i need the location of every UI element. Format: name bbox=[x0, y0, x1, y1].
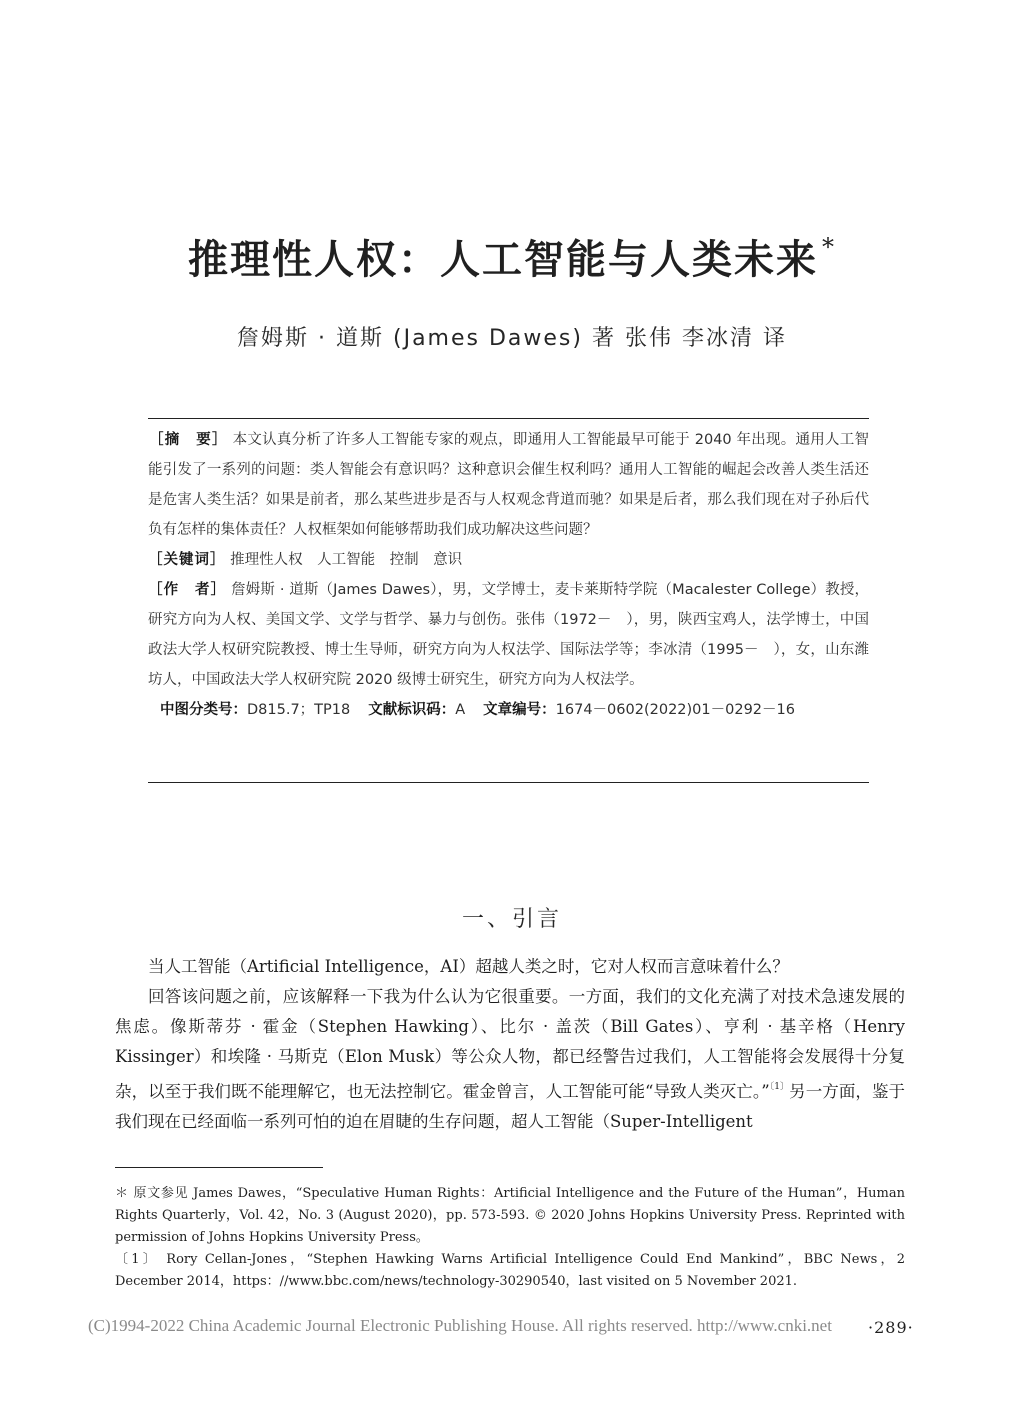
page-number: ·289· bbox=[868, 1318, 914, 1337]
clc-value: D815.7；TP18 bbox=[247, 702, 351, 718]
footnote-ref-1[interactable]: 〔1〕 bbox=[769, 1082, 790, 1092]
abstract-block bbox=[148, 425, 869, 725]
title-text: 推理性人权：人工智能与人类未来 bbox=[188, 236, 818, 283]
body-paragraph-2-text: 回答该问题之前，应该解释一下我为什么认为它很重要。一方面，我们的文化充满了对技术急速发展的焦虑。像斯蒂芬 · 霍金（Stephen Hawking）、比尔 · 盖茨（Bill Gates）、亨利 · 基辛格（Henry Kissinger）和埃隆 · 马斯克（Elon Musk）等公众人物，都已经警告过我们，人工智能将会发展得十分复杂，以至于我们既不能理解它，也无法控制它。霍金曾言，人工智能可能“导致人类灭亡。” bbox=[115, 987, 905, 1101]
author-byline: 詹姆斯 · 道斯 (James Dawes) 著 张伟 李冰清 译 bbox=[237, 326, 787, 351]
keywords-text: 推理性人权 人工智能 控制 意识 bbox=[230, 552, 463, 568]
footnote-rule bbox=[115, 1167, 323, 1168]
article-number-label: 文章编号： bbox=[483, 702, 556, 718]
copyright-text: (C)1994-2022 China Academic Journal Electronic Publishing House. All rights reserved. http://www.cnki.net bbox=[88, 1316, 832, 1335]
copyright-footer bbox=[88, 1316, 928, 1336]
body-paragraph-2-continued: 另一方面，鉴于我们现在已经面临一系列可怕的迫在眉睫的生存问题，超人工智能（Super-Intelligent bbox=[115, 1082, 906, 1131]
article-number-value: 1674－0602(2022)01－0292－16 bbox=[555, 702, 795, 718]
clc-label: 中图分类号： bbox=[160, 702, 247, 718]
doc-code-value: A bbox=[455, 702, 466, 718]
doc-code-label: 文献标识码： bbox=[368, 702, 456, 718]
body-text bbox=[115, 952, 905, 1137]
author-info-paragraph bbox=[148, 575, 869, 695]
footnote-1: 〔1〕 Rory Cellan-Jones，“Stephen Hawking Warns Artificial Intelligence Could End Mankind”，BBC News，2 December 2014，https：//www.bbc.com/news/technology-30290540，last visited on 5 November 2021. bbox=[115, 1252, 905, 1289]
abstract-paragraph bbox=[148, 425, 869, 545]
footnote-star: ＊ 原文参见 James Dawes，“Speculative Human Rights：Artificial Intelligence and the Future of the Human”，Human Rights Quarterly，Vol. 42，No. 3 (August 2020)，pp. 573-593. © 2020 Johns Hopkins University Press. Reprinted with permission of Johns Hopkins University Press。 bbox=[115, 1186, 905, 1245]
body-paragraph-2 bbox=[115, 982, 905, 1137]
abstract-text: 本文认真分析了许多人工智能专家的观点，即通用人工智能最早可能于 2040 年出现。通用人工智能引发了一系列的问题：类人智能会有意识吗？这种意识会催生权利吗？通用人工智能的崛起会改善人类生活还是危害人类生活？如果是前者，那么某些进步是否与人权观念背道而驰？如果是后者，那么我们现在对子孙后代负有怎样的集体责任？人权框架如何能够帮助我们成功解决这些问题？ bbox=[148, 432, 870, 538]
classification-line bbox=[148, 695, 869, 725]
abstract-tag: ［摘 要］ bbox=[149, 432, 228, 448]
keywords-paragraph bbox=[148, 545, 869, 575]
title-footnote-mark: * bbox=[822, 233, 836, 261]
article-title bbox=[0, 228, 1024, 285]
body-paragraph-1: 当人工智能（Artificial Intelligence，AI）超越人类之时，它对人权而言意味着什么？ bbox=[148, 957, 789, 976]
section-heading: 一、引言 bbox=[461, 907, 562, 932]
keywords-tag: ［关键词］ bbox=[148, 552, 226, 568]
abstract-bottom-rule bbox=[148, 782, 869, 783]
footnotes bbox=[115, 1183, 905, 1293]
abstract-top-rule bbox=[148, 418, 869, 419]
author-info-text: 詹姆斯 · 道斯（James Dawes），男，文学博士，麦卡莱斯特学院（Macalester College）教授，研究方向为人权、美国文学、文学与哲学、暴力与创伤。张伟（1972－ ），男，陕西宝鸡人，法学博士，中国政法大学人权研究院教授、博士生导师，研究方向为人权法学、国际法学等；李冰清（1995－ ），女，山东潍坊人，中国政法大学人权研究院 2020 级博士研究生，研究方向为人权法学。 bbox=[148, 582, 870, 688]
author-info-tag: ［作 者］ bbox=[148, 582, 227, 598]
